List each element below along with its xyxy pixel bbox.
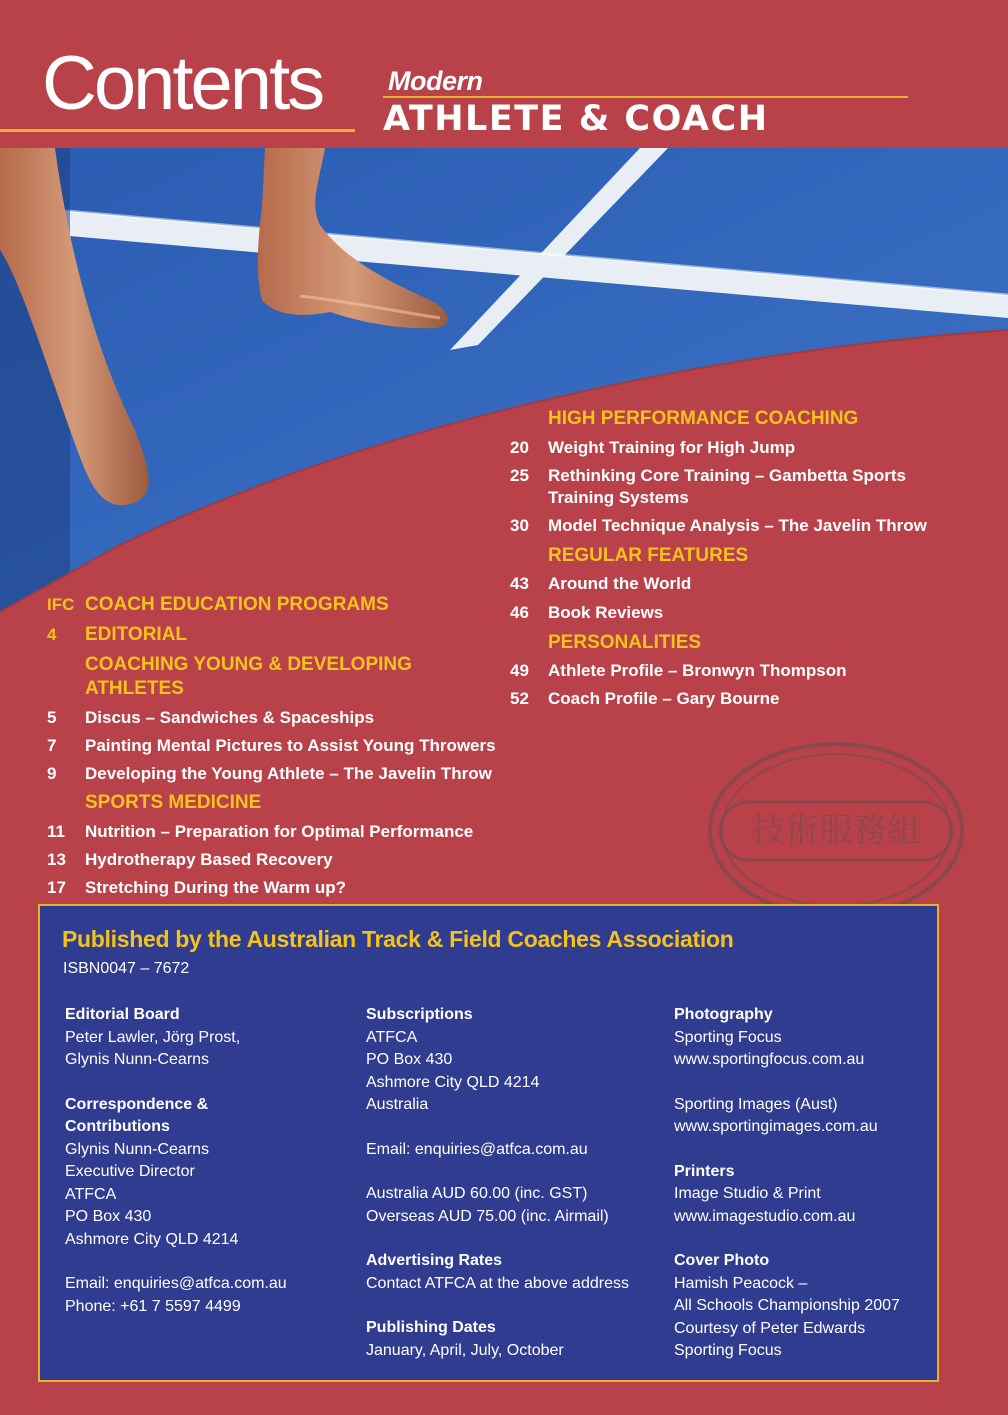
correspondence-heading: Correspondence & (65, 1095, 209, 1113)
article-title: Weight Training for High Jump (548, 438, 796, 457)
subscriptions-email[interactable]: Email: enquiries@atfca.com.au (366, 1140, 588, 1158)
correspondence-heading: Contributions (65, 1118, 170, 1135)
toc-entry[interactable] (510, 465, 950, 509)
toc-entry[interactable] (47, 763, 497, 785)
publisher-column-3 (674, 1004, 924, 1363)
editorial-board-line: Peter Lawler, Jörg Prost, (65, 1028, 241, 1046)
cover-photo-line: Hamish Peacock – (674, 1274, 808, 1292)
toc-entry[interactable] (510, 437, 950, 459)
page-number: 11 (47, 822, 65, 841)
cover-photo-line: Courtesy of Peter Edwards (674, 1319, 866, 1337)
correspondence-line: Glynis Nunn-Cearns (65, 1140, 210, 1158)
subscription-price: Australia AUD 60.00 (inc. GST) (366, 1185, 588, 1202)
toc-entry[interactable] (510, 573, 950, 595)
article-title: Around the World (548, 574, 692, 593)
toc-entry[interactable] (47, 735, 497, 757)
article-title: Athlete Profile – Bronwyn Thompson (548, 661, 847, 680)
toc-section-entry[interactable] (47, 623, 497, 647)
publishing-dates-heading: Publishing Dates (366, 1319, 496, 1336)
section-heading-editorial: EDITORIAL (85, 624, 188, 645)
library-stamp (700, 730, 972, 930)
publishing-dates-text: January, April, July, October (366, 1341, 564, 1359)
subscriptions-address-line: Australia (366, 1096, 429, 1113)
section-heading-sports-medicine: SPORTS MEDICINE (85, 792, 262, 813)
page-number: 5 (47, 708, 57, 727)
correspondence-line: Executive Director (65, 1163, 195, 1180)
subscription-price: Overseas AUD 75.00 (inc. Airmail) (366, 1207, 609, 1225)
toc-entry[interactable] (47, 877, 497, 899)
article-title: Model Technique Analysis – The Javelin Throw (548, 516, 927, 535)
section-heading-coaching-young: COACHING YOUNG & DEVELOPING ATHLETES (85, 654, 412, 699)
correspondence-line: ATFCA (65, 1185, 117, 1203)
toc-entry[interactable] (47, 821, 497, 843)
subscriptions-address-line: ATFCA (366, 1028, 418, 1046)
toc-section-entry[interactable] (47, 593, 497, 617)
toc-entry[interactable] (510, 688, 950, 710)
publisher-title: Published by the Australian Track & Field Coaches Association (62, 926, 734, 952)
photography-link[interactable]: www.sportingimages.com.au (674, 1118, 878, 1135)
stamp-inscription: 技術服務組 (751, 811, 921, 851)
correspondence-line: Ashmore City QLD 4214 (65, 1230, 239, 1248)
article-title: Painting Mental Pictures to Assist Young Throwers (85, 736, 496, 755)
cover-photo-line: Sporting Focus (674, 1342, 782, 1359)
article-title: Nutrition – Preparation for Optimal Performance (85, 822, 474, 841)
contents-heading: Contents (42, 41, 323, 126)
section-heading-regular-features: REGULAR FEATURES (548, 545, 749, 566)
toc-right-column (510, 407, 950, 710)
advertising-text: Contact ATFCA at the above address (366, 1274, 629, 1292)
article-title: Stretching During the Warm up? (85, 878, 346, 897)
article-title: Rethinking Core Training – Gambetta Sports Training Systems (548, 466, 906, 507)
toc-entry[interactable] (510, 660, 950, 682)
page-number: IFC (47, 595, 75, 614)
subscriptions-heading: Subscriptions (366, 1006, 473, 1023)
page-number: 25 (510, 466, 529, 485)
cover-photo-heading: Cover Photo (674, 1252, 770, 1269)
section-heading-coach-education: COACH EDUCATION PROGRAMS (85, 594, 389, 615)
article-title: Developing the Young Athlete – The Javelin Throw (85, 764, 492, 783)
publisher-column-1 (65, 1004, 345, 1318)
printers-line: Image Studio & Print (674, 1185, 821, 1202)
photography-line: Sporting Focus (674, 1028, 782, 1046)
section-heading-personalities: PERSONALITIES (548, 632, 702, 653)
magazine-title-prefix: Modern (388, 66, 483, 96)
page-number: 46 (510, 603, 529, 622)
contact-phone: Phone: +61 7 5597 4499 (65, 1297, 241, 1315)
cover-photo-line: All Schools Championship 2007 (674, 1297, 900, 1314)
page-number: 20 (510, 438, 529, 457)
page-number: 52 (510, 689, 529, 708)
page-number: 13 (47, 850, 66, 869)
photography-line: Sporting Images (Aust) (674, 1095, 838, 1113)
section-heading-high-performance: HIGH PERFORMANCE COACHING (548, 408, 859, 429)
page-number: 17 (47, 878, 66, 897)
photography-heading: Photography (674, 1006, 773, 1023)
magazine-title: ATHLETE & COACH (383, 99, 769, 139)
photography-link[interactable]: www.sportingfocus.com.au (674, 1051, 865, 1068)
advertising-heading: Advertising Rates (366, 1252, 503, 1269)
article-title: Hydrotherapy Based Recovery (85, 850, 333, 869)
page-number: 9 (47, 764, 57, 783)
page-number: 30 (510, 516, 529, 535)
page-number: 7 (47, 736, 57, 755)
toc-entry[interactable] (510, 515, 950, 537)
subscriptions-address-line: PO Box 430 (366, 1051, 453, 1068)
article-title: Discus – Sandwiches & Spaceships (85, 708, 375, 727)
publisher-info-panel (38, 904, 939, 1382)
page-number: 49 (510, 661, 529, 680)
contact-email[interactable]: Email: enquiries@atfca.com.au (65, 1275, 287, 1292)
toc-entry[interactable] (47, 707, 497, 729)
header-rule-right (383, 96, 908, 98)
subscriptions-address-line: Ashmore City QLD 4214 (366, 1073, 540, 1091)
printers-heading: Printers (674, 1162, 735, 1180)
article-title: Coach Profile – Gary Bourne (548, 689, 780, 708)
toc-entry[interactable] (510, 602, 950, 624)
page-number: 4 (47, 625, 57, 644)
correspondence-line: PO Box 430 (65, 1208, 152, 1225)
printers-link[interactable]: www.imagestudio.com.au (674, 1207, 856, 1225)
editorial-board-heading: Editorial Board (65, 1006, 180, 1023)
editorial-board-line: Glynis Nunn-Cearns (65, 1051, 210, 1068)
page-number: 43 (510, 574, 529, 593)
article-title: Book Reviews (548, 603, 664, 622)
toc-left-column (47, 593, 497, 899)
publisher-column-2 (366, 1004, 656, 1362)
header-rule-left (0, 129, 355, 132)
isbn: ISBN0047 – 7672 (63, 960, 190, 977)
toc-entry[interactable] (47, 849, 497, 871)
